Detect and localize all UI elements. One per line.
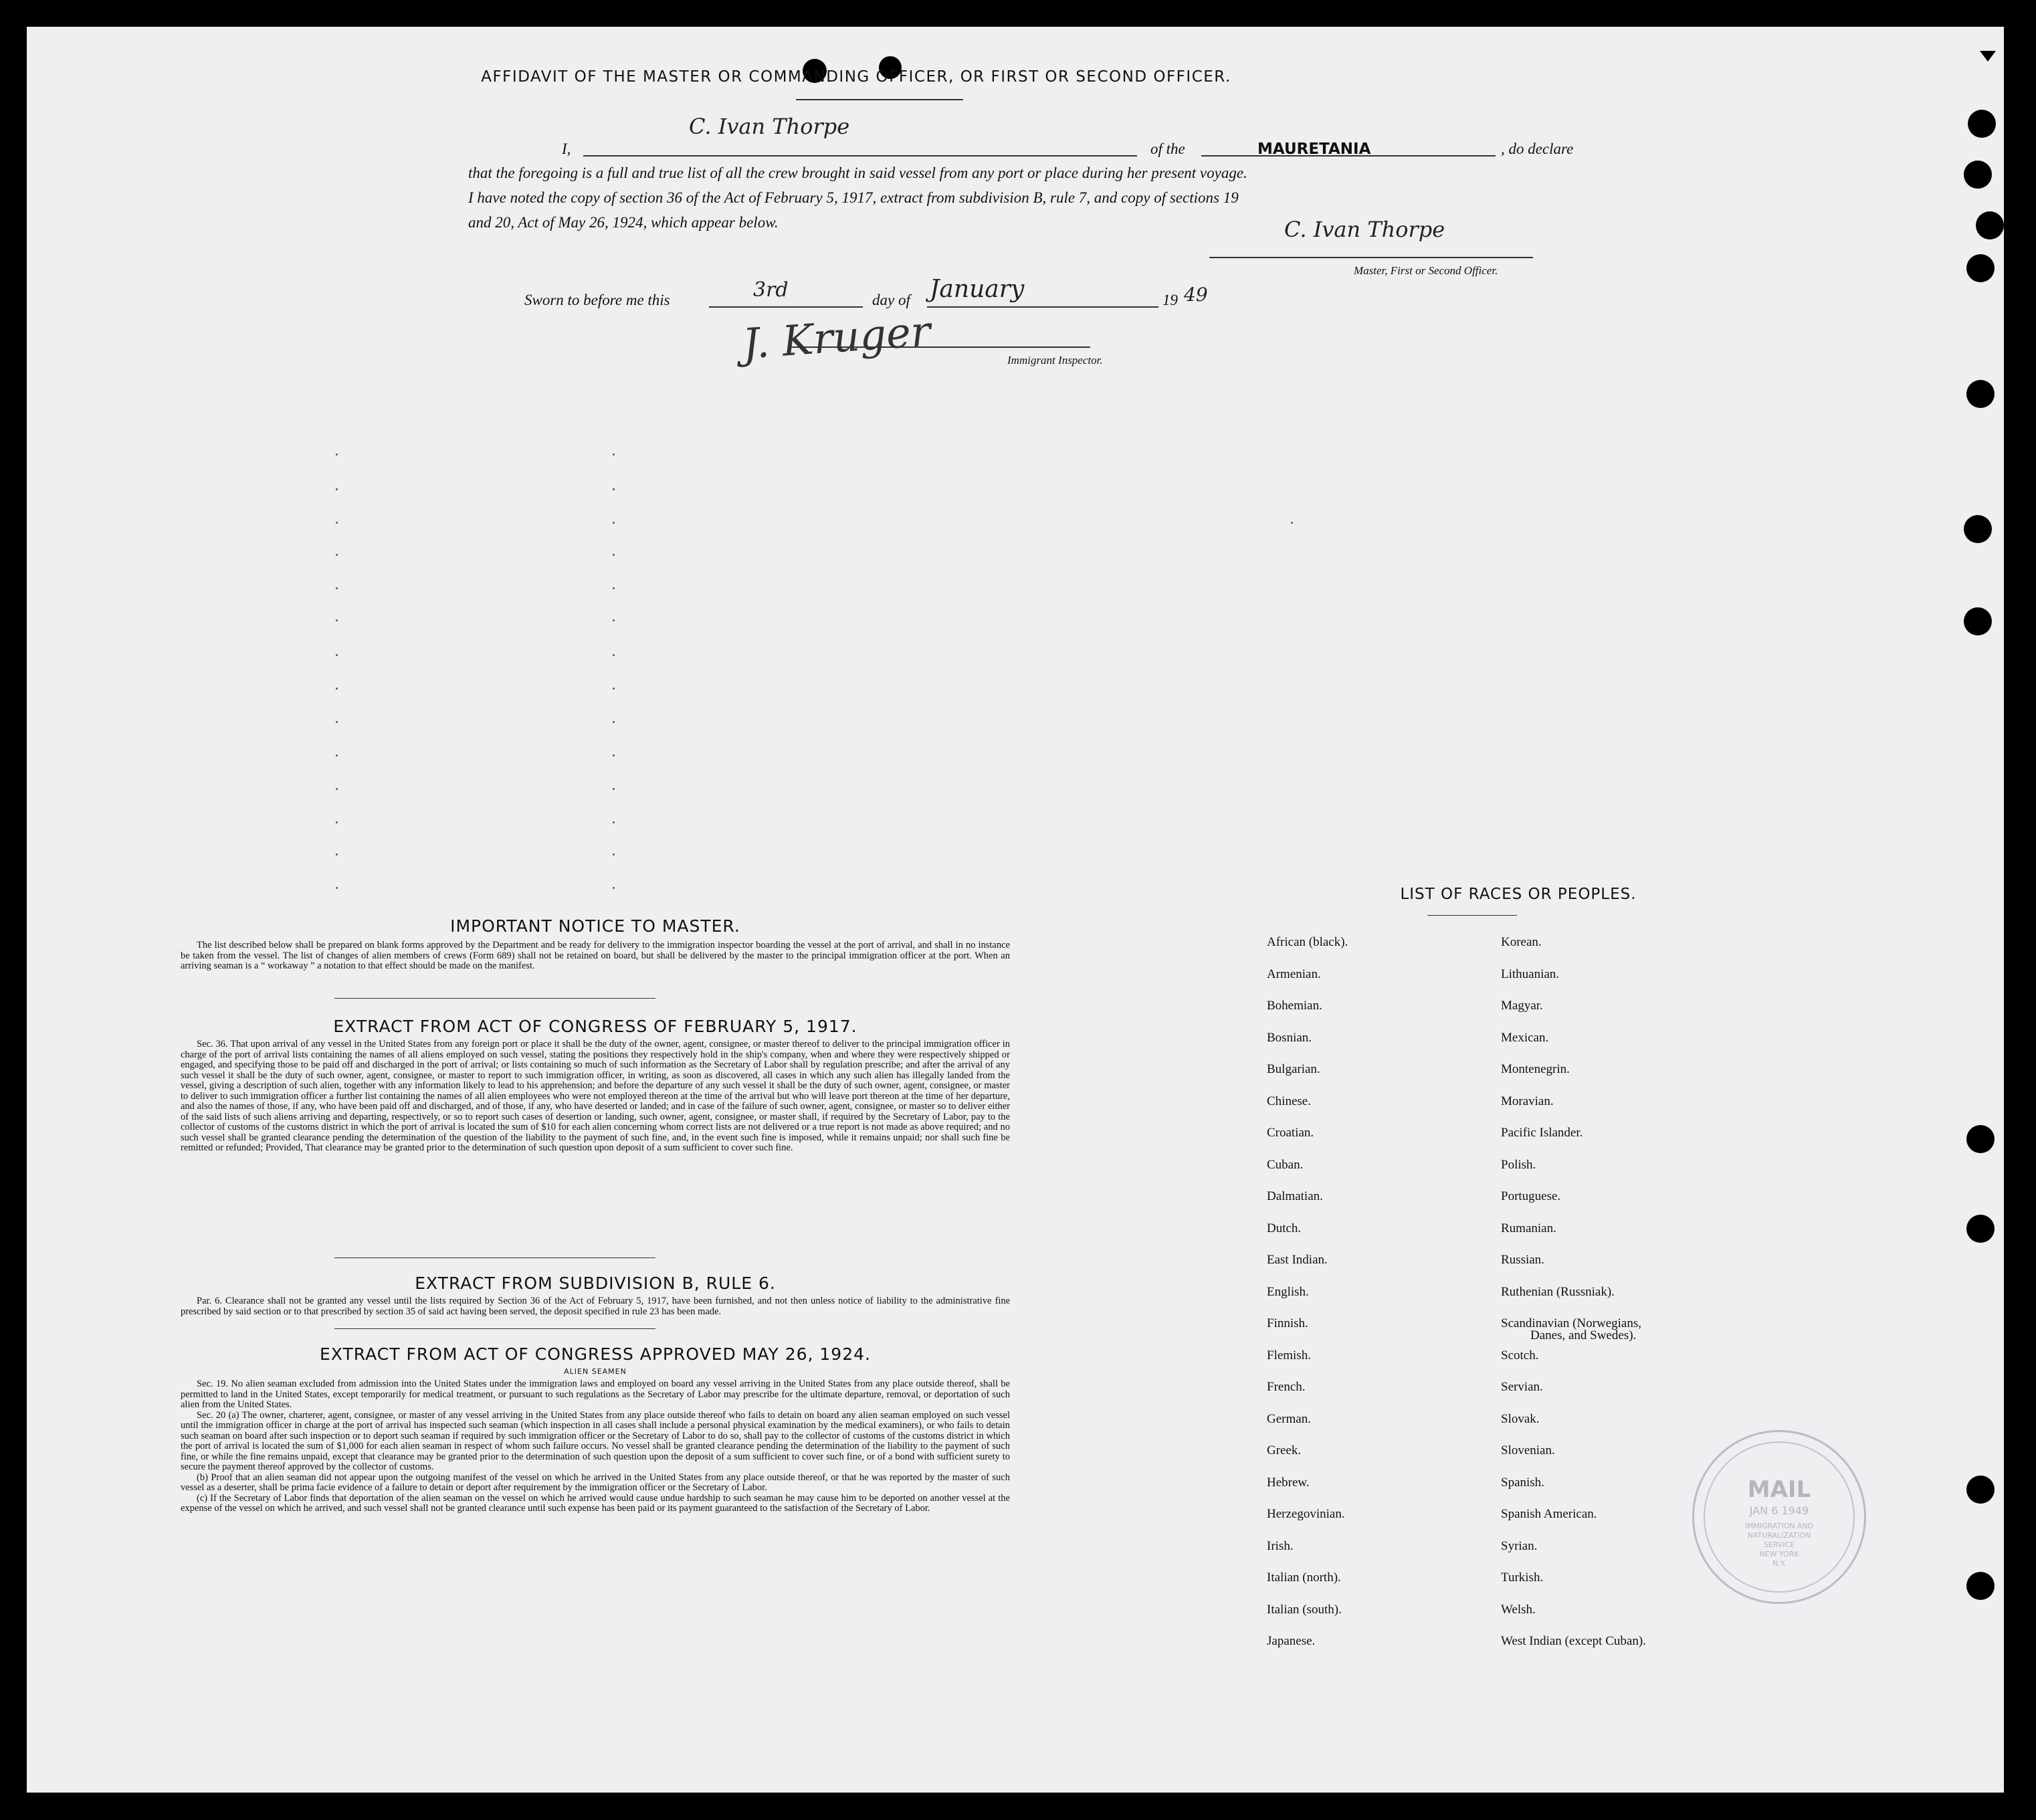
stamp-word: MAIL [1747,1476,1811,1503]
sworn-label: Sworn to before me this [524,292,670,308]
speck [336,488,338,490]
i-label: I, [562,140,571,157]
race-item: Turkish. [1501,1571,1544,1585]
race-item: Hebrew. [1267,1475,1310,1490]
do-declare-label: , do declare [1501,140,1574,157]
race-item: African (black). [1267,935,1348,949]
stamp-date: JAN 6 1949 [1749,1504,1809,1517]
speck [336,654,338,656]
sworn-day: 3rd [753,278,789,302]
sec20b-text: (b) Proof that an alien seaman did not appear upon the outgoing manifest of the vessel on which he arrived in the United States from any place outside thereof, or that he was reported by the master of such vessel as a deserter, shall be prima facie evidence of a failure to detain or deport after requirement by the immigration officer or the Secretary of Labor. [181,1472,1010,1493]
speck [613,587,615,589]
speck [336,619,338,621]
race-item: Lithuanian. [1501,967,1560,981]
vessel-name: MAURETANIA [1257,140,1371,158]
race-item: Scandinavian (Norwegians, [1501,1316,1641,1330]
inspector-caption: Immigrant Inspector. [1007,354,1103,367]
punch-hole [1976,211,2004,239]
races-heading: LIST OF RACES OR PEOPLES. [1400,886,1637,903]
race-item: German. [1267,1411,1311,1426]
race-item: Syrian. [1501,1538,1538,1553]
punch-hole [1966,1215,1995,1243]
speck [613,488,615,490]
affidavit-body-3: and 20, Act of May 26, 1924, which appear below. [468,214,779,231]
sworn-day-line [709,306,863,308]
speck [336,587,338,589]
race-item: Portuguese. [1501,1189,1561,1203]
sec20a-text: Sec. 20 (a) The owner, charterer, agent, consignee, or master of any vessel arriving in the United States from any place outside thereof who fails to detain on board any alien seaman employed on such vessel until the immigration officer in charge at the port of arrival has inspected such seaman (which inspection in all cases shall include a personal physical examination by the medical examiners), or who fails to detain such seaman on board after such inspection or to deport such seaman if required by such immigration officer or the Secretary of Labor to do so, shall pay to the collector of customs of the customs district in which the port of arrival is located the sum of $1,000 for each alien seaman in respect of whom such failure occurs. No vessel shall be granted clearance pending the determination of the liability to the payment of such fine, or while the fine remains unpaid, except that clearance may be granted prior to the determination of such question upon the deposit of a sum sufficient to cover such fine, or of a bond with sufficient surety to secure the payment thereof approved by the collector of customs. [181,1409,1010,1472]
name-line [583,155,1137,157]
race-item: Polish. [1501,1157,1536,1172]
inspector-signature: J. Kruger [740,306,932,369]
of-the-label: of the [1150,140,1185,157]
divider [334,998,655,999]
race-item: Armenian. [1267,967,1321,981]
race-item: Bulgarian. [1267,1062,1320,1076]
affidavit-title: AFFIDAVIT OF THE MASTER OR COMMANDING OFFICER, OR FIRST OR SECOND OFFICER. [481,68,1231,86]
race-item: Dutch. [1267,1221,1302,1235]
extract-1917-heading: EXTRACT FROM ACT OF CONGRESS OF FEBRUARY 5, 1917. [333,1017,857,1036]
speck [613,654,615,656]
race-item: Scotch. [1501,1348,1539,1362]
race-item: Mexican. [1501,1030,1549,1045]
stamp-line-2: NATURALIZATION [1747,1531,1811,1540]
race-item-continuation: Danes, and Swedes). [1530,1328,1637,1342]
notice-heading: IMPORTANT NOTICE TO MASTER. [450,916,740,936]
speck [613,554,615,556]
race-item: Chinese. [1267,1094,1311,1108]
speck [613,721,615,723]
punch-hole [1966,1125,1995,1153]
extract-1917-text: Sec. 36. That upon arrival of any vessel in the United States from any foreign port or place it shall be the duty of the owner, agent, consignee, or master thereof to deliver to the principal immigration officer in charge of the port of arrival lists containing the names of all aliens employed on such vessel, stating the positions they respectively hold in the ship's company, when and where they were respectively shipped or engaged, and specifying those to be paid off and discharged in the port of arrival; or lists containing so much of such information as the Secretary of Labor shall by regulation prescribe; and after the arrival of any such vessel it shall be the duty of such owner, agent, consignee, or master to report to such immigration officer, in writing, as soon as discovered, all cases in which any such alien has illegally landed from the vessel, giving a description of such alien, together with any information likely to lead to his apprehension; and before the departure of any such vessel it shall be the duty of such owner, agent, consignee, or master to deliver to such immigration officer a further list containing the names of all alien employees who were not employed thereon at the time of the arrival but who will leave port thereon at the time of her departure, and also the names of those, if any, who have been paid off and discharged, and of those, if any, who have deserted or landed; and in case of the failure of such owner, agent, consignee, or master so to deliver either of the said lists of such aliens arriving and departing, respectively, or so to report such cases of desertion or landing, such owner, agent, consignee, or master shall, if required by the Secretary of Labor, pay to the collector of customs of the customs district in which the port of arrival is located the sum of $10 for each alien concerning whom correct lists are not delivered or a true report is not made as above required; and no such vessel shall be granted clearance pending the determination of the question of the liability to the payment of such fine, and, in the event such fine is imposed, while it remains unpaid; nor shall such fine be remitted or refunded; Provided, That clearance may be granted prior to the determination of such question upon deposit of a sum sufficient to cover such fine. [181,1039,1010,1153]
race-item: Rumanian. [1501,1221,1556,1235]
speck [336,887,338,889]
race-item: Pacific Islander. [1501,1126,1583,1140]
race-item: Greek. [1267,1443,1302,1457]
speck [336,721,338,723]
punch-hole [1964,515,1992,543]
race-item: Magyar. [1501,999,1543,1013]
master-signature-caption: Master, First or Second Officer. [1354,264,1498,277]
punch-hole [1966,1476,1995,1504]
race-item: Finnish. [1267,1316,1308,1330]
notice-text: The list described below shall be prepared on blank forms approved by the Department and be ready for delivery to the immigration inspector boarding the vessel at the port of arrival, and shall in no instance be taken from the vessel. The list of changes of alien members of crews (Form 689) shall not be retained on board, but shall be delivered by the master to the principal immigration officer at the port. When an arriving seaman is a “ workaway ” a notation to that effect should be made on the manifest. [181,940,1010,971]
race-item: French. [1267,1380,1306,1394]
race-item: Servian. [1501,1380,1543,1394]
race-item: West Indian (except Cuban). [1501,1634,1646,1648]
stamp-line-1: IMMIGRATION AND [1744,1522,1814,1530]
sec19-text: Sec. 19. No alien seaman excluded from admission into the United States under the immigration laws and employed on board any vessel arriving in the United States from any place outside thereof, shall be permitted to land in the United States, except temporarily for medical treatment, or pursuant to such regulations as the Secretary of Labor may prescribe for the ultimate departure, removal, or deportation of such alien from the United States. [181,1379,1010,1410]
punch-hole [1966,254,1995,282]
speck [336,821,338,823]
extract-1924-body [181,1379,1010,1514]
race-item: Bosnian. [1267,1030,1312,1045]
alien-seamen-subheading: ALIEN SEAMEN [564,1367,627,1376]
race-item: Spanish. [1501,1475,1544,1490]
race-item: Bohemian. [1267,999,1322,1013]
stamp-line-4: NEW YORK [1759,1550,1799,1558]
title-rule [796,99,963,100]
divider [334,1328,655,1329]
race-item: Welsh. [1501,1602,1536,1617]
speck [613,788,615,790]
speck [336,853,338,855]
extract-rule6-text: Par. 6. Clearance shall not be granted any vessel until the lists required by Section 36 of the Act of February 5, 1917, have been furnished, and not then unless notice of liability to the administrative fine prescribed by said section or to that prescribed by section 35 of said act having been served, the deposit specified in rule 23 has been made. [181,1296,1010,1317]
master-name-signature: C. Ivan Thorpe [689,114,850,139]
master-signature: C. Ivan Thorpe [1284,217,1445,242]
race-item: Irish. [1267,1538,1294,1553]
sworn-month-line [927,306,1158,308]
sworn-year: 49 [1184,284,1208,306]
race-item: Croatian. [1267,1126,1314,1140]
sec20c-text: (c) If the Secretary of Labor finds that deportation of the alien seaman on the vessel on which he arrived would cause undue hardship to such seaman he may cause him to be deported on another vessel at the expense of the vessel on which he arrived, and such vessel shall not be granted clearance until such expense has been paid or its payment guaranteed to the satisfaction of the Secretary of Labor. [181,1492,1010,1514]
race-item: Spanish American. [1501,1507,1597,1521]
sworn-month: January [930,276,1025,303]
extract-1924-heading: EXTRACT FROM ACT OF CONGRESS APPROVED MAY 26, 1924. [320,1344,871,1364]
immigration-date-stamp [1692,1430,1866,1604]
divider [334,1257,655,1258]
speck [336,522,338,524]
race-item: Moravian. [1501,1094,1554,1108]
speck [1291,522,1293,524]
punch-hole [1966,380,1995,408]
speck [336,554,338,556]
race-item: Ruthenian (Russniak). [1501,1284,1615,1299]
race-item: Montenegrin. [1501,1062,1570,1076]
speck [613,522,615,524]
speck [613,887,615,889]
race-item: Slovenian. [1501,1443,1555,1457]
race-item: Slovak. [1501,1411,1540,1426]
year-prefix: 19 [1162,292,1178,308]
corner-tick-icon [1980,51,1996,62]
punch-hole [1964,161,1992,189]
speck [613,453,615,456]
race-item: Korean. [1501,935,1542,949]
speck [336,453,338,456]
affidavit-body-1: that the foregoing is a full and true list of all the crew brought in said vessel from any port or place during her present voyage. [468,165,1247,181]
speck [336,688,338,690]
extract-rule6-heading: EXTRACT FROM SUBDIVISION B, RULE 6. [415,1274,776,1293]
race-item: Herzegovinian. [1267,1507,1345,1521]
race-item: Italian (south). [1267,1602,1342,1617]
race-item: Cuban. [1267,1157,1304,1172]
day-of-label: day of [872,292,910,308]
race-item: Flemish. [1267,1348,1311,1362]
race-item: Dalmatian. [1267,1189,1323,1203]
speck [613,853,615,855]
speck [613,619,615,621]
race-item: East Indian. [1267,1253,1328,1267]
race-item: Japanese. [1267,1634,1316,1648]
manifest-page [27,27,2004,1793]
speck [613,688,615,690]
stamp-line-3: SERVICE [1763,1540,1795,1549]
punch-hole [1966,1572,1995,1600]
speck [613,754,615,756]
race-item: Russian. [1501,1253,1544,1267]
speck [336,788,338,790]
races-heading-rule [1427,915,1517,916]
speck [336,754,338,756]
race-item: English. [1267,1284,1309,1299]
affidavit-body-2: I have noted the copy of section 36 of the Act of February 5, 1917, extract from subdivision B, rule 7, and copy of sections 19 [468,189,1239,206]
stamp-line-5: N.Y. [1772,1559,1786,1568]
punch-hole [1968,110,1996,138]
punch-hole [1964,607,1992,635]
speck [613,821,615,823]
race-item: Italian (north). [1267,1571,1341,1585]
